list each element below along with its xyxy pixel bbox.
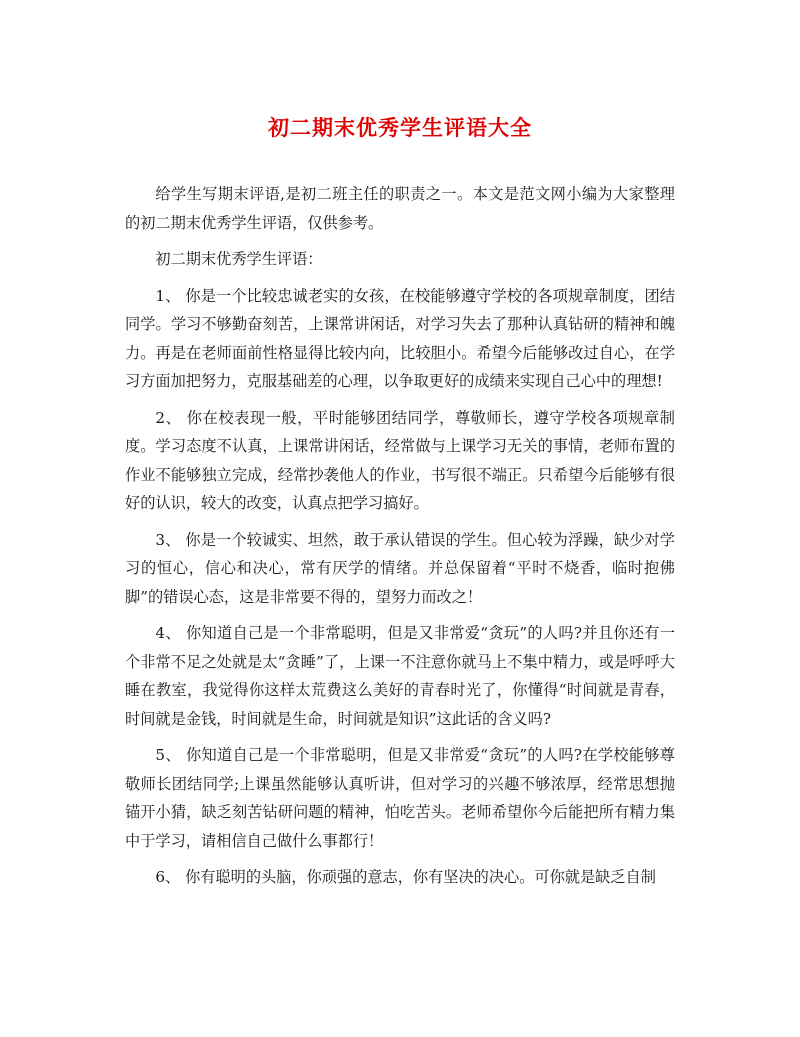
comment-paragraph-3: 3、 你是一个较诚实、坦然，敢于承认错误的学生。但心较为浮躁，缺少对学习的恒心，信心和决心，常有厌学的情绪。并总保留着“平时不烧香，临时抱佛脚”的错误心态，这是非常要不得的，望努力而改之！: [125, 530, 675, 606]
comment-paragraph-6: 6、 你有聪明的头脑，你顽强的意志，你有坚决的决心。可你就是缺乏自制: [155, 868, 656, 886]
section-heading: 初二期末优秀学生评语：: [155, 250, 323, 268]
comment-paragraph-2: 2、 你在校表现一般，平时能够团结同学，尊敬师长，遵守学校各项规章制度。学习态度不认真，上课常讲闲话，经常做与上课学习无关的事情，老师布置的作业不能够独立完成，经常抄袭他人的作业，书写很不端正。只希望今后能够有很好的认识，较大的改变，认真点把学习搞好。: [125, 408, 675, 512]
comment-paragraph-4: 4、 你知道自己是一个非常聪明，但是又非常爱“贪玩”的人吗?并且你还有一个非常不足之处就是太“贪睡”了，上课一不注意你就马上不集中精力，或是呼呼大睡在教室，我觉得你这样太荒费这么美好的青春时光了，你懂得“时间就是青春，时间就是金钱，时间就是生命，时间就是知识”这此话的含义吗?: [125, 624, 675, 728]
intro-paragraph: 给学生写期末评语,是初二班主任的职责之一。本文是范文网小编为大家整理的初二期末优秀学生评语，仅供参考。: [125, 185, 675, 232]
comment-paragraph-1: 1、 你是一个比较忠诚老实的女孩，在校能够遵守学校的各项规章制度，团结同学。学习不够勤奋刻苦，上课常讲闲话，对学习失去了那种认真钻研的精神和魄力。再是在老师面前性格显得比较内向，比较胆小。希望今后能够改过自心，在学习方面加把努力，克服基础差的心理，以争取更好的成绩来实现自己心中的理想!: [125, 286, 675, 390]
comment-paragraph-5: 5、 你知道自己是一个非常聪明，但是又非常爱“贪玩”的人吗?在学校能够尊敬师长团结同学;上课虽然能够认真听讲，但对学习的兴趣不够浓厚，经常思想抛锚开小猜，缺乏刻苦钻研问题的精神，怕吃苦头。老师希望你今后能把所有精力集中于学习，请相信自己做什么事都行！: [125, 746, 675, 850]
document-body: [125, 180, 675, 900]
document-title: 初二期末优秀学生评语大全: [268, 115, 532, 140]
